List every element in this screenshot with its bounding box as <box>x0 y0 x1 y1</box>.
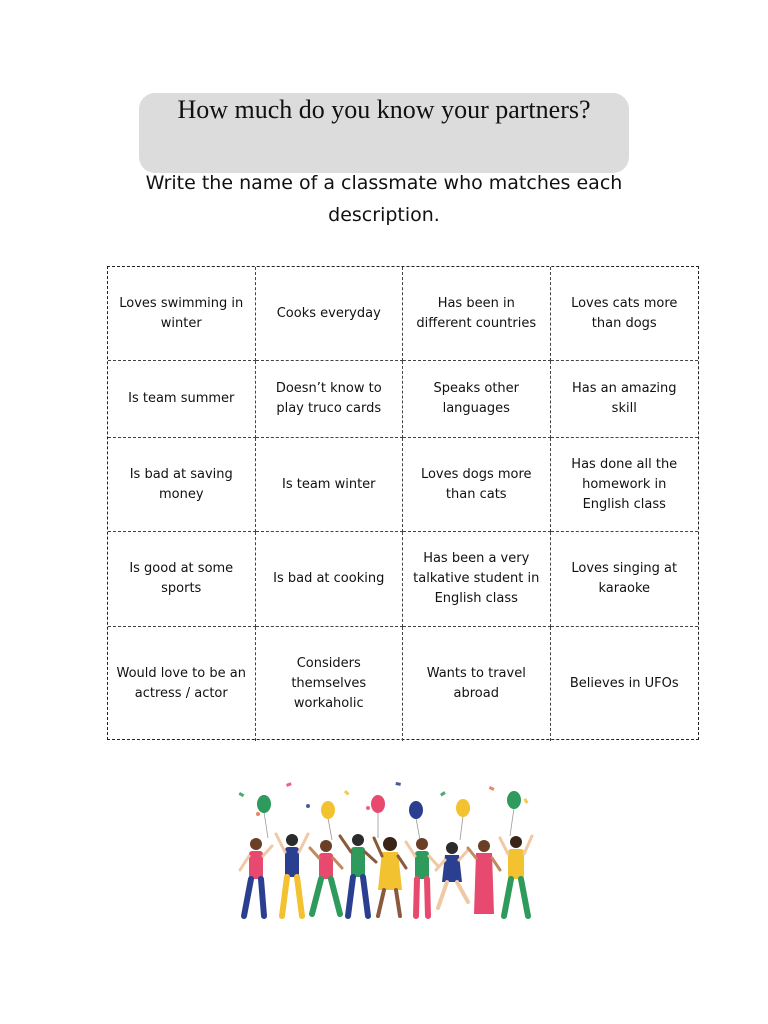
bingo-cell[interactable]: Is good at some sports <box>108 532 256 627</box>
bingo-cell[interactable]: Is bad at saving money <box>108 438 256 532</box>
bingo-grid <box>107 266 699 740</box>
bingo-cell[interactable]: Has done all the homework in English class <box>551 438 699 532</box>
bingo-cell[interactable]: Loves cats more than dogs <box>551 267 699 361</box>
bingo-cell[interactable]: Loves dogs more than cats <box>403 438 551 532</box>
bingo-cell[interactable]: Is team summer <box>108 361 256 438</box>
bingo-cell[interactable]: Considers themselves workaholic <box>256 627 404 741</box>
bingo-cell[interactable]: Would love to be an actress / actor <box>108 627 256 741</box>
bingo-cell[interactable]: Doesn’t know to play truco cards <box>256 361 404 438</box>
bingo-cell[interactable]: Speaks other languages <box>403 361 551 438</box>
title-banner <box>139 93 629 173</box>
bingo-cell[interactable]: Believes in UFOs <box>569 676 679 691</box>
party-illustration <box>228 778 540 928</box>
bingo-cell[interactable]: Loves swimming in winter <box>108 267 256 361</box>
bingo-cell[interactable]: Is bad at cooking <box>256 532 404 627</box>
bingo-cell[interactable]: Has an amazing skill <box>551 361 699 438</box>
bingo-cell[interactable]: Has been a very talkative student in English class <box>403 532 551 627</box>
bingo-cell[interactable]: Wants to travel abroad <box>403 627 551 741</box>
instructions: Write the name of a classmate who matches each description. <box>145 172 623 226</box>
bingo-cell[interactable]: Is team winter <box>256 438 404 532</box>
bingo-cell[interactable]: Has been in different countries <box>403 267 551 361</box>
page-title: How much do you know your partners? <box>177 95 591 124</box>
dancing-people-image <box>228 778 540 928</box>
bingo-cell[interactable]: Loves singing at karaoke <box>551 532 699 627</box>
bingo-cell[interactable]: Cooks everyday <box>256 267 404 361</box>
